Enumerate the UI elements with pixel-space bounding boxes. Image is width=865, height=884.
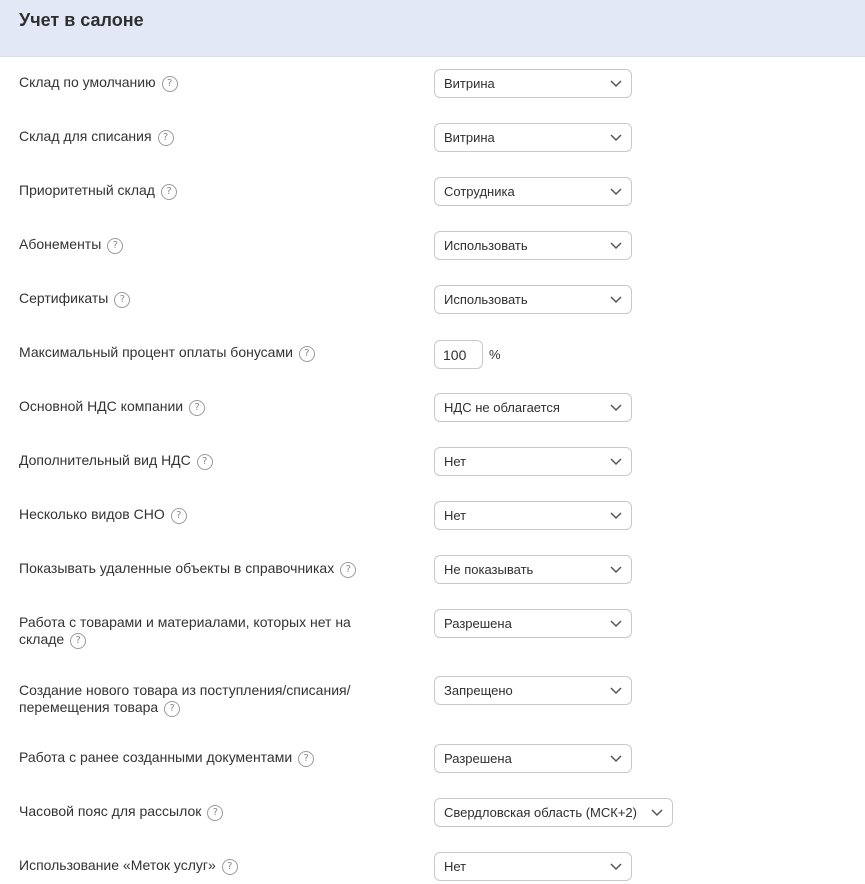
section-header bbox=[0, 0, 865, 57]
select-value: Разрешена bbox=[444, 616, 512, 631]
section-title: Учет в салоне bbox=[19, 10, 144, 30]
select-value: Нет bbox=[444, 859, 467, 874]
help-icon[interactable]: ? bbox=[340, 562, 356, 578]
percent-sign: % bbox=[489, 347, 501, 362]
chevron-down-icon bbox=[609, 295, 623, 305]
select-writeoff-warehouse[interactable] bbox=[434, 123, 632, 152]
chevron-down-icon bbox=[609, 187, 623, 197]
select-service-tags[interactable] bbox=[434, 852, 632, 881]
select-default-warehouse[interactable] bbox=[434, 69, 632, 98]
select-value: Использовать bbox=[444, 238, 528, 253]
max-bonus-percent-input[interactable] bbox=[434, 340, 483, 369]
select-value: Разрешена bbox=[444, 751, 512, 766]
help-icon[interactable]: ? bbox=[164, 701, 180, 717]
select-multiple-tax-systems[interactable] bbox=[434, 501, 632, 530]
help-icon[interactable]: ? bbox=[299, 346, 315, 362]
select-existing-documents[interactable] bbox=[434, 744, 632, 773]
help-icon[interactable]: ? bbox=[70, 633, 86, 649]
label-multiple-tax-systems: Несколько видов СНО ? bbox=[19, 506, 389, 524]
chevron-down-icon bbox=[609, 457, 623, 467]
help-icon[interactable]: ? bbox=[197, 454, 213, 470]
select-subscriptions[interactable] bbox=[434, 231, 632, 260]
select-priority-warehouse[interactable] bbox=[434, 177, 632, 206]
help-icon[interactable]: ? bbox=[158, 130, 174, 146]
chevron-down-icon bbox=[609, 79, 623, 89]
chevron-down-icon bbox=[609, 619, 623, 629]
select-value: Нет bbox=[444, 454, 467, 469]
select-create-goods-from-docs[interactable] bbox=[434, 676, 632, 705]
select-certificates[interactable] bbox=[434, 285, 632, 314]
select-value: Нет bbox=[444, 508, 467, 523]
select-value: Витрина bbox=[444, 130, 495, 145]
select-value: Свердловская область (МСК+2) bbox=[444, 805, 637, 820]
label-additional-vat: Дополнительный вид НДС ? bbox=[19, 452, 389, 470]
select-additional-vat[interactable] bbox=[434, 447, 632, 476]
help-icon[interactable]: ? bbox=[189, 400, 205, 416]
label-certificates: Сертификаты ? bbox=[19, 290, 389, 308]
help-icon[interactable]: ? bbox=[162, 76, 178, 92]
help-icon[interactable]: ? bbox=[207, 805, 223, 821]
select-value: Запрещено bbox=[444, 683, 513, 698]
label-create-goods-from-docs: Создание нового товара из поступления/списания/перемещения товара ? bbox=[19, 682, 351, 715]
label-existing-documents: Работа с ранее созданными документами ? bbox=[19, 749, 389, 767]
chevron-down-icon bbox=[609, 241, 623, 251]
select-value: Сотрудника bbox=[444, 184, 515, 199]
label-default-warehouse: Склад по умолчанию ? bbox=[19, 74, 389, 92]
help-icon[interactable]: ? bbox=[107, 238, 123, 254]
chevron-down-icon bbox=[609, 754, 623, 764]
select-out-of-stock-goods[interactable] bbox=[434, 609, 632, 638]
select-value: Витрина bbox=[444, 76, 495, 91]
select-value: Использовать bbox=[444, 292, 528, 307]
help-icon[interactable]: ? bbox=[171, 508, 187, 524]
chevron-down-icon bbox=[609, 686, 623, 696]
chevron-down-icon bbox=[609, 511, 623, 521]
select-show-deleted[interactable] bbox=[434, 555, 632, 584]
select-value: Не показывать bbox=[444, 562, 534, 577]
chevron-down-icon bbox=[609, 403, 623, 413]
select-value: НДС не облагается bbox=[444, 400, 560, 415]
label-writeoff-warehouse: Склад для списания ? bbox=[19, 128, 389, 146]
label-out-of-stock-goods: Работа с товарами и материалами, которых нет на складе ? bbox=[19, 614, 351, 647]
help-icon[interactable]: ? bbox=[161, 184, 177, 200]
label-max-bonus-percent: Максимальный процент оплаты бонусами ? bbox=[19, 344, 389, 362]
label-subscriptions: Абонементы ? bbox=[19, 236, 389, 254]
help-icon[interactable]: ? bbox=[298, 751, 314, 767]
chevron-down-icon bbox=[650, 808, 664, 818]
label-mailing-timezone: Часовой пояс для рассылок ? bbox=[19, 803, 389, 821]
label-priority-warehouse: Приоритетный склад ? bbox=[19, 182, 389, 200]
label-show-deleted: Показывать удаленные объекты в справочниках ? bbox=[19, 560, 389, 578]
chevron-down-icon bbox=[609, 133, 623, 143]
select-main-vat[interactable] bbox=[434, 393, 632, 422]
help-icon[interactable]: ? bbox=[114, 292, 130, 308]
label-service-tags: Использование «Меток услуг» ? bbox=[19, 857, 389, 875]
select-mailing-timezone[interactable] bbox=[434, 798, 673, 827]
chevron-down-icon bbox=[609, 862, 623, 872]
chevron-down-icon bbox=[609, 565, 623, 575]
label-main-vat: Основной НДС компании ? bbox=[19, 398, 389, 416]
help-icon[interactable]: ? bbox=[222, 859, 238, 875]
